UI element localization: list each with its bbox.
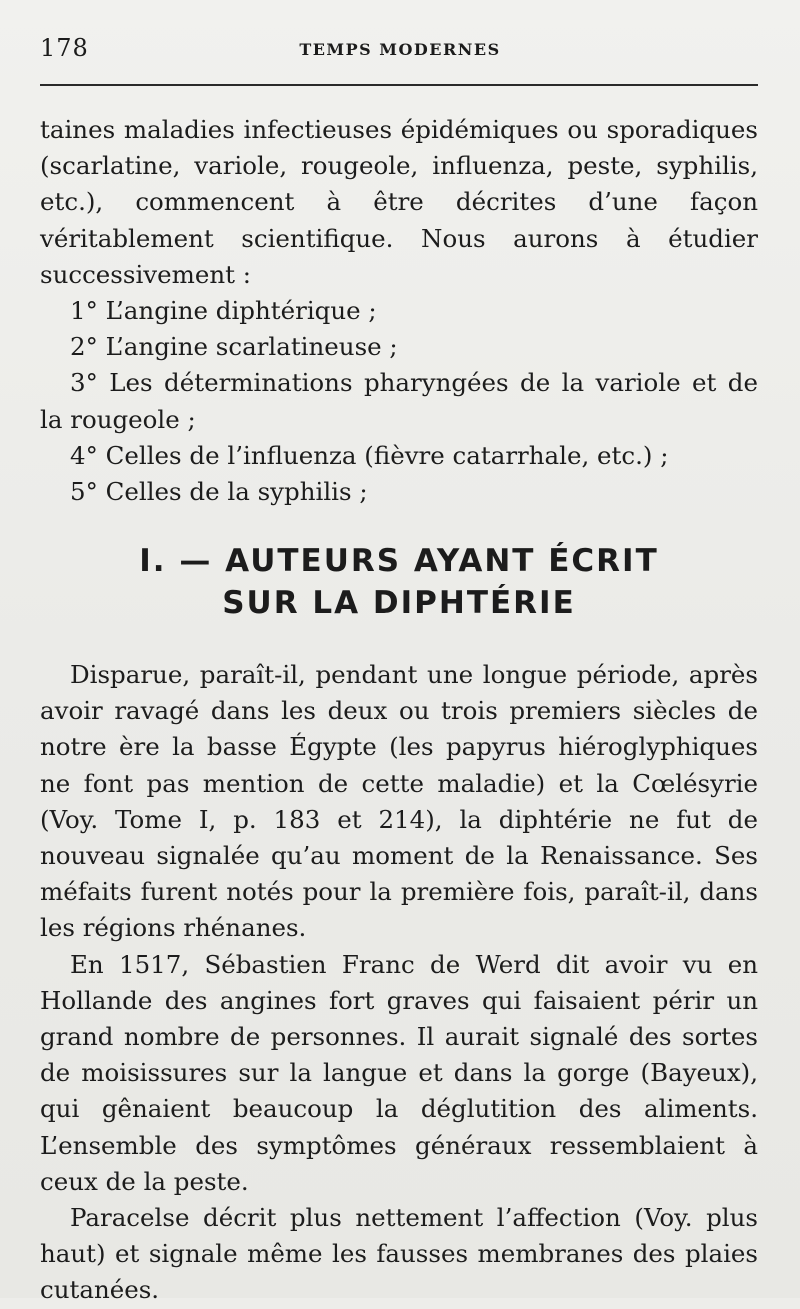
section-heading-line: SUR LA DIPHTÉRIE (222, 585, 576, 621)
main-text (40, 657, 758, 1309)
list-item: 1° L’angine diphtérique ; (70, 296, 377, 326)
list-item: 3° Les déterminations pharyngées de la variole et de la rougeole ; (40, 368, 758, 434)
body-paragraph: En 1517, Sébastien Franc de Werd dit avoir vu en Hollande des angines fort graves qui faisaient périr un grand nombre de personnes. Il aurait signalé des sortes de moisissures sur la langue et dans la gorge (Bayeux), qui gênaient beaucoup la déglutition des aliments. L’ensemble des symptômes généraux ressemblaient à ceux de la peste. (40, 949, 758, 1196)
intro-text (40, 112, 758, 510)
list-item: 5° Celles de la syphilis ; (70, 477, 368, 507)
running-head (0, 34, 800, 68)
header-rule (40, 84, 758, 86)
intro-paragraph: taines maladies infectieuses épidémiques ou sporadiques (scarlatine, variole, rougeole, influenza, peste, syphilis, etc.), commencent à être décrites d’une façon véritablement scientifique. Nous aurons à étudier successivement : (40, 115, 758, 289)
list-item: 4° Celles de l’influenza (fièvre catarrhale, etc.) ; (70, 440, 669, 470)
section-heading-line: I. — AUTEURS AYANT ÉCRIT (139, 543, 659, 579)
body-paragraph: Paracelse décrit plus nettement l’affection (Voy. plus haut) et signale même les fausses membranes des plaies cutanées. (40, 1203, 758, 1305)
body-paragraph: Disparue, paraît-il, pendant une longue période, après avoir ravagé dans les deux ou trois premiers siècles de notre ère la basse Égypte (les papyrus hiéroglyphiques ne font pas mention de cette maladie) et la Cœlésyrie (Voy. Tome I, p. 183 et 214), la diphtérie ne fut de nouveau signalée qu’au moment de la Renaissance. Ses méfaits furent notés pour la première fois, paraît-il, dans les régions rhénanes. (40, 660, 758, 943)
page-number: 178 (40, 34, 89, 62)
list-item: 2° L’angine scarlatineuse ; (70, 332, 398, 362)
section-heading (40, 540, 758, 624)
running-title: TEMPS MODERNES (299, 40, 501, 59)
